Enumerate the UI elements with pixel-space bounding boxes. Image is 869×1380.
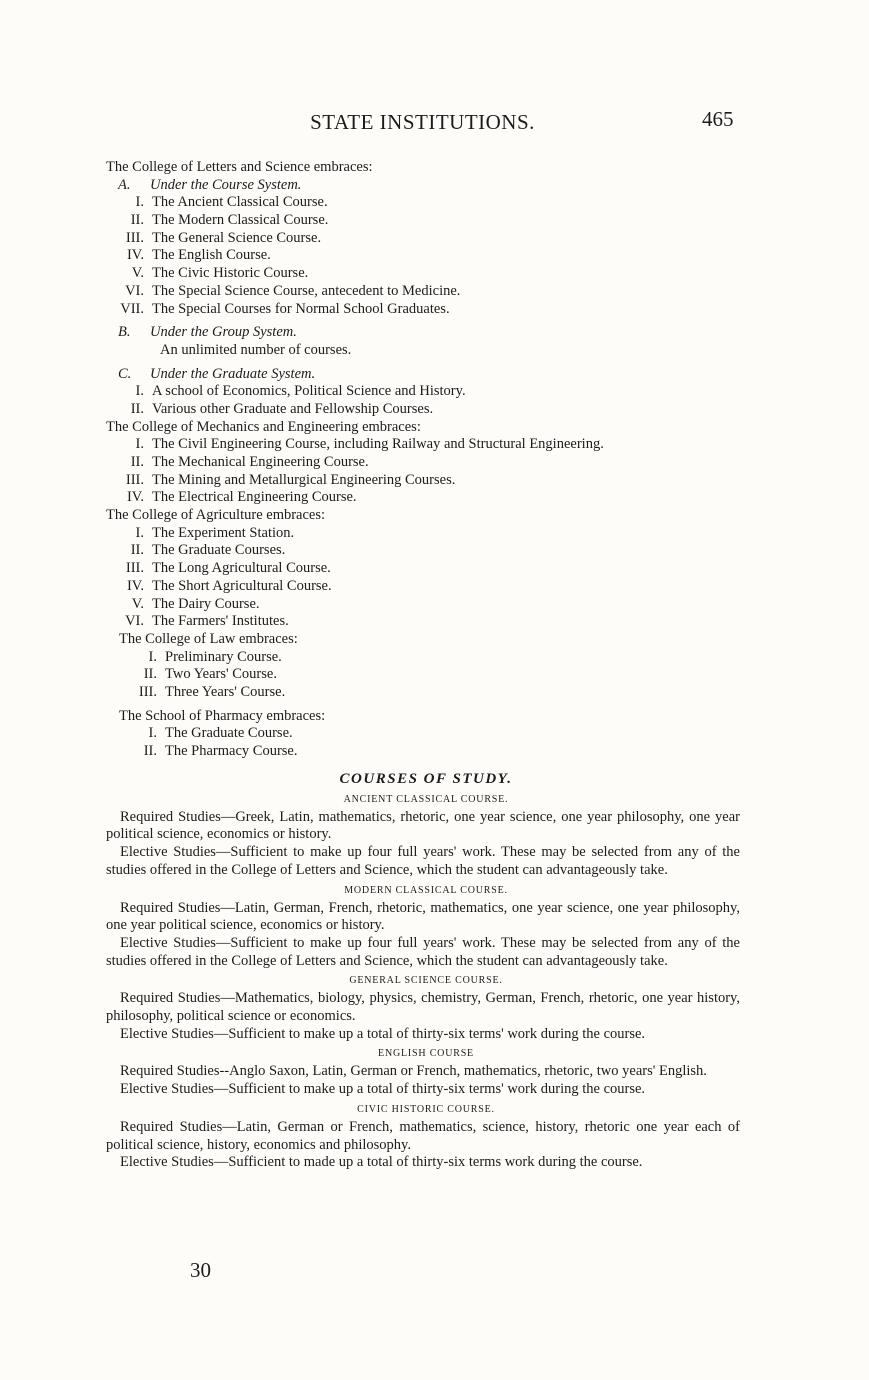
item-number: III. xyxy=(125,229,144,246)
graduate-system-title: Under the Graduate System. xyxy=(150,365,316,382)
item-text: The Graduate Courses. xyxy=(152,542,286,559)
item-number: IV. xyxy=(126,247,144,264)
item-text: The Long Agricultural Course. xyxy=(152,560,331,577)
law-section xyxy=(106,631,746,761)
list-item xyxy=(106,436,746,454)
item-number: I. xyxy=(135,524,144,541)
course-heading: MODERN CLASSICAL COURSE. xyxy=(344,884,508,896)
signature-mark: 30 xyxy=(190,1258,211,1282)
group-system-letter: B. xyxy=(118,324,131,341)
list-item xyxy=(106,454,746,472)
item-text: A school of Economics, Political Science and History. xyxy=(152,383,466,400)
course-heading: CIVIC HISTORIC COURSE. xyxy=(357,1103,495,1115)
item-text: The Graduate Course. xyxy=(165,725,293,742)
item-number: V. xyxy=(131,265,144,282)
item-number: II. xyxy=(130,400,144,417)
required-studies: Required Studies--Anglo Saxon, Latin, German or French, mathematics, rhetoric, two years' English. xyxy=(120,1063,707,1080)
graduate-system-letter: C. xyxy=(118,365,132,382)
item-text: The Mechanical Engineering Course. xyxy=(152,454,369,470)
required-studies: Required Studies—Greek, Latin, mathematics, rhetoric, one year science, one year philosophy, one year political science, economics or history. xyxy=(106,808,740,843)
list-item xyxy=(106,578,746,596)
item-number: I. xyxy=(148,725,157,742)
list-item xyxy=(106,472,746,490)
item-number: II. xyxy=(130,454,144,470)
list-item xyxy=(106,666,746,684)
item-text: The Mining and Metallurgical Engineering Courses. xyxy=(152,471,456,488)
mechanics-list xyxy=(106,436,746,507)
item-number: I. xyxy=(135,436,144,453)
list-item xyxy=(106,525,746,543)
item-number: IV. xyxy=(126,489,144,506)
running-header: STATE INSTITUTIONS. xyxy=(310,110,535,134)
list-item xyxy=(106,489,746,507)
list-item xyxy=(106,613,746,631)
item-number: V. xyxy=(131,595,144,612)
item-number: II. xyxy=(130,212,144,229)
item-text: The Ancient Classical Course. xyxy=(152,194,328,211)
item-number: III. xyxy=(138,683,157,700)
law-intro: The College of Law embraces: xyxy=(119,630,298,647)
item-text: The Civil Engineering Course, including Railway and Structural Engineering. xyxy=(152,436,604,453)
item-text: The General Science Course. xyxy=(152,229,322,246)
item-text: The English Course. xyxy=(152,247,271,264)
required-studies: Required Studies—Latin, German or French, mathematics, science, history, rhetoric one year each of political science, history, economics and philosophy. xyxy=(106,1118,740,1153)
item-text: The Short Agricultural Course. xyxy=(152,577,332,594)
list-item xyxy=(106,301,746,319)
page-number: 465 xyxy=(702,107,734,131)
list-item xyxy=(106,194,746,212)
list-item xyxy=(106,265,746,283)
course-system-letter: A. xyxy=(118,176,131,193)
item-text: The Experiment Station. xyxy=(152,524,295,541)
item-number: I. xyxy=(135,194,144,211)
list-item xyxy=(106,542,746,560)
item-number: I. xyxy=(135,383,144,400)
list-item xyxy=(106,596,746,614)
item-text: Various other Graduate and Fellowship Courses. xyxy=(152,400,434,417)
item-text: Two Years' Course. xyxy=(165,666,277,683)
course-system-heading xyxy=(106,177,746,195)
item-number: III. xyxy=(125,560,144,577)
course-heading: GENERAL SCIENCE COURSE. xyxy=(349,975,503,987)
list-item xyxy=(106,283,746,301)
graduate-system-heading xyxy=(106,366,746,384)
item-number: II. xyxy=(130,542,144,559)
item-text: The Special Courses for Normal School Graduates. xyxy=(152,300,450,317)
list-item xyxy=(106,230,746,248)
elective-studies: Elective Studies—Sufficient to make up four full years' work. These may be selected from any of the studies offered in the College of Letters and Science, which the student can advantageously take. xyxy=(106,934,740,969)
item-number: IV. xyxy=(126,577,144,594)
item-number: II. xyxy=(143,743,157,759)
course-heading: ANCIENT CLASSICAL COURSE. xyxy=(343,793,509,805)
group-system-heading xyxy=(106,324,746,342)
list-item xyxy=(106,684,746,702)
item-text: The Special Science Course, antecedent to Medicine. xyxy=(152,282,461,299)
elective-studies: Elective Studies—Sufficient to make up a total of thirty-six terms' work during the course. xyxy=(120,1081,646,1098)
list-item xyxy=(106,212,746,230)
item-text: The Modern Classical Course. xyxy=(152,212,329,229)
course-heading: ENGLISH COURSE xyxy=(378,1048,474,1060)
list-item xyxy=(106,743,746,761)
course-system-title: Under the Course System. xyxy=(150,176,302,193)
item-text: The Pharmacy Course. xyxy=(165,743,298,759)
item-number: I. xyxy=(148,648,157,665)
list-item xyxy=(106,560,746,578)
item-text: Three Years' Course. xyxy=(165,683,286,700)
group-system-text: An unlimited number of courses. xyxy=(160,341,352,358)
required-studies: Required Studies—Mathematics, biology, physics, chemistry, German, French, rhetoric, one year history, philosophy, political science or economics. xyxy=(106,990,740,1025)
list-item xyxy=(106,383,746,401)
pharmacy-intro: The School of Pharmacy embraces: xyxy=(119,707,326,724)
list-item xyxy=(106,649,746,667)
item-number: II. xyxy=(143,666,157,683)
mechanics-intro: The College of Mechanics and Engineering embraces: xyxy=(106,418,421,435)
graduate-system-list xyxy=(106,383,746,418)
item-text: The Electrical Engineering Course. xyxy=(152,489,357,506)
item-text: The Farmers' Institutes. xyxy=(152,613,289,630)
item-number: VI. xyxy=(125,613,144,630)
required-studies: Required Studies—Latin, German, French, rhetoric, mathematics, one year science, one year philosophy, one year political science, economics or history. xyxy=(106,899,740,934)
courses-of-study-heading: COURSES OF STUDY. xyxy=(339,770,513,787)
elective-studies: Elective Studies—Sufficient to make up four full years' work. These may be selected from any of the studies offered in the College of Letters and Science, which the student can advantageously take. xyxy=(106,844,740,878)
course-system-list xyxy=(106,194,746,318)
list-item xyxy=(106,401,746,419)
agriculture-list xyxy=(106,525,746,631)
list-item xyxy=(106,247,746,265)
item-text: The Dairy Course. xyxy=(152,595,260,612)
page-body xyxy=(106,159,746,1172)
item-number: VI. xyxy=(125,282,144,299)
agriculture-intro: The College of Agriculture embraces: xyxy=(106,507,326,524)
letters-science-intro: The College of Letters and Science embraces: xyxy=(106,159,373,175)
list-item xyxy=(106,725,746,743)
item-text: Preliminary Course. xyxy=(165,648,282,665)
item-number: III. xyxy=(125,471,144,488)
elective-studies: Elective Studies—Sufficient to made up a total of thirty-six terms work during the course. xyxy=(120,1154,643,1171)
item-text: The Civic Historic Course. xyxy=(152,265,309,282)
item-number: VII. xyxy=(120,300,144,317)
group-system-title: Under the Group System. xyxy=(150,324,297,341)
elective-studies: Elective Studies—Sufficient to make up a total of thirty-six terms' work during the course. xyxy=(120,1025,646,1042)
